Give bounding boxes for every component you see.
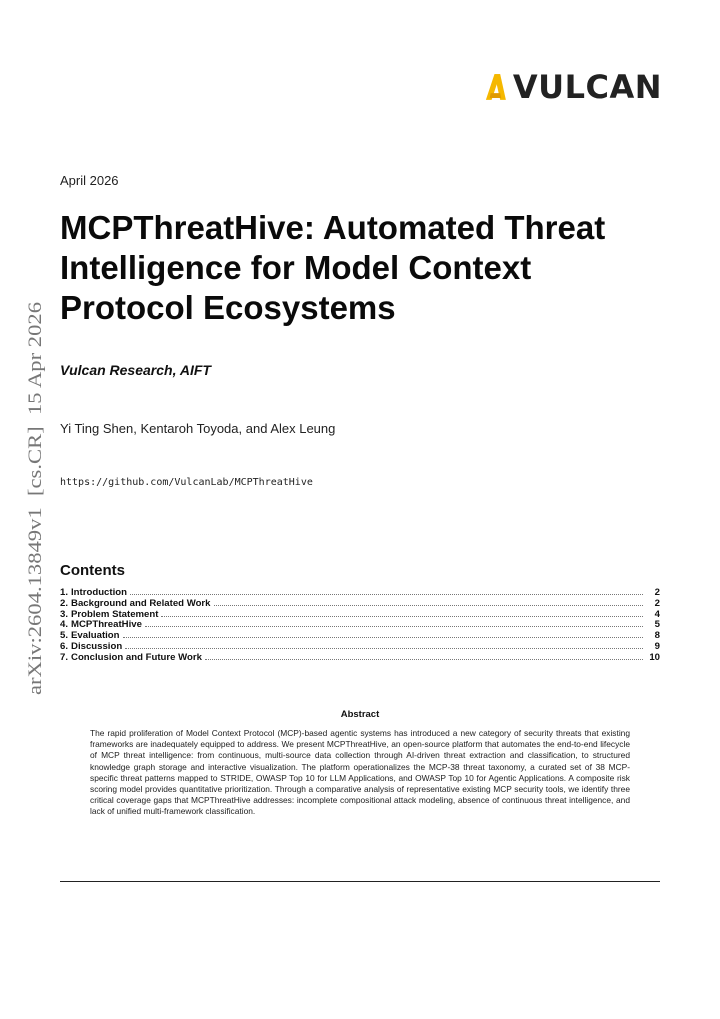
toc-leader-dots <box>161 615 643 617</box>
toc-page-number: 9 <box>654 640 660 652</box>
toc-entry-label: Conclusion and Future Work <box>71 651 202 663</box>
toc-entry-label: Discussion <box>71 640 123 652</box>
toc-entry-introduction[interactable]: 1. Introduction 2 <box>60 587 660 598</box>
author-list: Yi Ting Shen, Kentaroh Toyoda, and Alex Leung <box>60 421 336 436</box>
toc-entry-problem-statement[interactable]: 3. Problem Statement 4 <box>60 608 660 620</box>
table-of-contents <box>60 588 660 664</box>
toc-leader-dots <box>123 636 643 638</box>
arxiv-stamp-svg <box>20 300 48 695</box>
toc-entry-evaluation[interactable]: 5. Evaluation 8 <box>60 630 660 642</box>
vulcan-logo <box>484 60 662 114</box>
arxiv-stamp-text: arXiv:2604.13849v1 [cs.CR] 15 Apr 2026 <box>25 364 46 695</box>
toc-entry-label: Problem Statement <box>71 608 159 620</box>
toc-leader-dots <box>145 625 643 627</box>
publication-date: April 2026 <box>60 173 119 188</box>
toc-entry-mcpthreathive[interactable]: 4. MCPThreatHive 5 <box>60 619 660 631</box>
vulcan-logo-text: VULCAN <box>512 68 662 106</box>
toc-page-number: 2 <box>654 587 660 598</box>
toc-leader-dots <box>214 604 643 606</box>
repository-link[interactable]: https://github.com/VulcanLab/MCPThreatHive <box>60 477 313 488</box>
vulcan-logo-mark-icon <box>484 60 507 114</box>
toc-entry-conclusion[interactable]: 7. Conclusion and Future Work 10 <box>60 651 660 663</box>
toc-page-number: 10 <box>649 651 660 663</box>
toc-entry-label: Evaluation <box>71 630 120 642</box>
abstract-text: The rapid proliferation of Model Context Protocol (MCP)-based agentic systems has introduced a new category of security threats that existing frameworks are inadequately equipped to address. We present MCPThreatHive, an open-source platform that automates the end-to-end lifecycle of MCP threat intelligence: from continuous, multi-source data collection through AI-driven threat extraction and classification, to structured knowledge graph storage and interactive visualization. The platform operationalizes the MCP-38 threat taxonomy, a curated set of 38 MCP-specific threat patterns mapped to STRIDE, OWASP Top 10 for LLM Applications, and OWASP Top 10 for Agentic Applications. A composite risk scoring model provides quantitative prioritization. Through a comparative analysis of representative existing MCP security tools, we identify three critical coverage gaps that MCPThreatHive addresses: incomplete compositional attack modeling, absence of continuous threat intelligence, and lack of unified multi-framework classification. <box>90 728 630 817</box>
abstract-heading: Abstract <box>340 709 380 720</box>
paper-title: MCPThreatHive: Automated Threat Intelligence for Model Context Protocol Ecosystems <box>60 209 606 326</box>
toc-page-number: 5 <box>654 619 660 631</box>
toc-entry-background[interactable]: 2. Background and Related Work 2 <box>60 597 660 609</box>
toc-page-number: 8 <box>654 630 660 642</box>
toc-page-number: 4 <box>654 608 660 620</box>
toc-leader-dots <box>125 647 643 649</box>
affiliation: Vulcan Research, AIFT <box>60 362 211 378</box>
contents-heading: Contents <box>60 562 125 579</box>
toc-entry-label: MCPThreatHive <box>71 619 142 631</box>
toc-entry-discussion[interactable]: 6. Discussion 9 <box>60 640 660 652</box>
toc-entry-label: Background and Related Work <box>71 597 211 609</box>
arxiv-stamp <box>20 300 48 695</box>
toc-page-number: 2 <box>654 597 660 609</box>
toc-leader-dots <box>130 593 643 595</box>
toc-entry-label: Introduction <box>71 587 127 598</box>
toc-leader-dots <box>205 658 643 660</box>
section-divider <box>60 881 660 882</box>
